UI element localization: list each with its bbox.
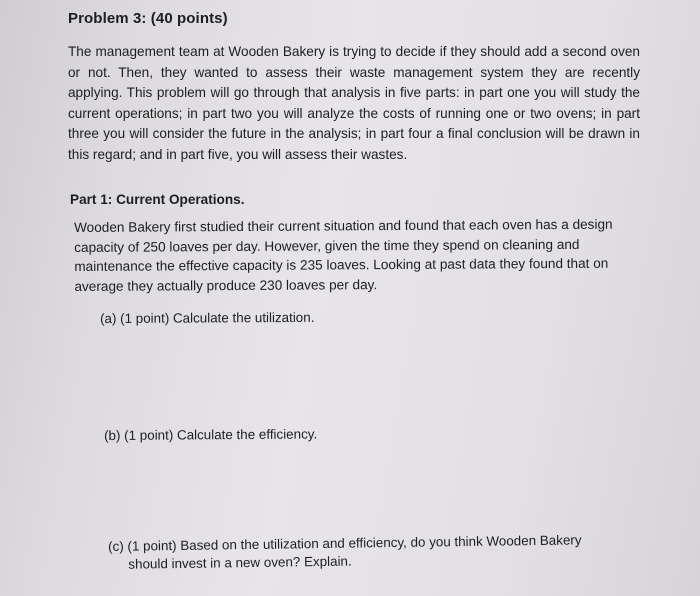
question-c-line-2: should invest in a new oven? Explain. (128, 553, 352, 572)
part-1-heading: Part 1: Current Operations. (70, 192, 245, 207)
problem-intro: The management team at Wooden Bakery is trying to decide if they should add a second oven or not. Then, they wanted to assess their waste management system they are recently applying. This problem will go through that analysis in five parts: in part one you will study the current operations; in part two you will analyze the costs of running one or two ovens; in part three you will consider the future in the analysis; in part four a final conclusion will be drawn in this regard; and in part five, you will assess their wastes. (68, 44, 640, 162)
question-b: (b) (1 point) Calculate the efficiency. (104, 426, 318, 443)
question-a: (a) (1 point) Calculate the utilization. (100, 309, 315, 326)
problem-title: Problem 3: (40 points) (68, 10, 228, 27)
question-c (108, 530, 648, 574)
part-1-text: Wooden Bakery first studied their current situation and found that each oven has a design capacity of 250 loaves per day. However, given the time they spend on cleaning and maintenance the effective capacity is 235 loaves. Looking at past data they found that on average they actually produce 230 loaves per day. (74, 216, 613, 294)
question-c-line-1: (c) (1 point) Based on the utilization and efficiency, do you think Wooden Bakery (108, 532, 582, 554)
